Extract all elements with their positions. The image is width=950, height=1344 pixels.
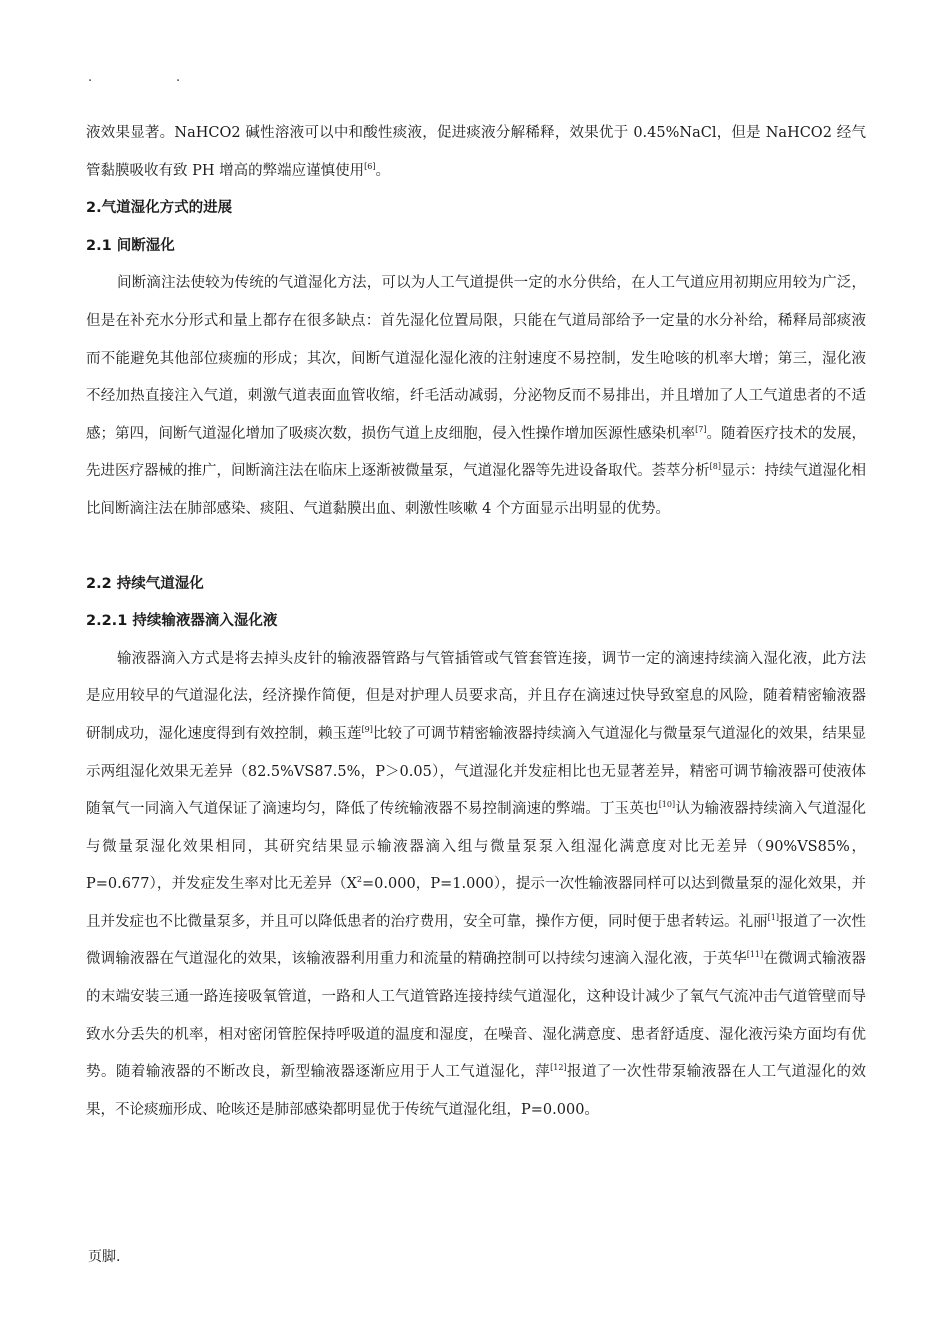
subsection-heading: 2.1 间断湿化 bbox=[86, 237, 175, 254]
text-run: 认为输液器持续滴入气道湿化与微量泵湿化效果相同，其研究结果显示输液器滴入组与微量泵泵入组湿化满意度对比无差异（90%VS85%，P=0.677），并发症发生率对比无差异（X bbox=[86, 801, 867, 893]
spacer bbox=[86, 529, 866, 566]
text-run: =0.000，P=1.000），提示一次性输液器同样可以达到微量泵的湿化效果，并且并发症也不比微量泵多，并且可以降低患者的治疗费用，安全可靠，操作方便，同时便于患者转运。礼丽 bbox=[86, 876, 866, 930]
header-dot: . bbox=[88, 70, 93, 85]
citation: [12] bbox=[550, 1063, 567, 1073]
citation: [1] bbox=[767, 912, 779, 922]
citation: [11] bbox=[746, 950, 764, 960]
text-run: 报道了一次性带泵输液器在人工气道湿化的效果，不论痰痂形成、呛咳还是肺部感染都明显优于传统气道湿化组，P=0.000。 bbox=[86, 1064, 867, 1118]
text-run: 输液器滴入方式是将去掉头皮针的输液器管路与气管插管或气管套管连接，调节一定的滴速持续滴入湿化液，此方法是应用较早的气道湿化法，经济操作简便，但是对护理人员要求高，并且存在滴速过快导致窒息的风险，随着精密输液器研制成功，湿化速度得到有效控制，赖玉莲 bbox=[86, 650, 866, 742]
citation: [9] bbox=[361, 724, 373, 734]
citation: [7] bbox=[695, 424, 707, 434]
section-heading: 2.气道湿化方式的进展 bbox=[86, 200, 233, 217]
superscript-exponent: 2 bbox=[356, 875, 363, 885]
paragraph-continued bbox=[86, 115, 866, 190]
text-run: 比较了可调节精密输液器持续滴入气道湿化与微量泵气道湿化的效果，结果显示两组湿化效果无差异（82.5%VS87.5%，P＞0.05），气道湿化并发症相比也无显著差异，精密可调节输液器可使液体随氧气一同滴入气道保证了滴速均匀，降低了传统输液器不易控制滴速的弊端。丁玉英也 bbox=[86, 725, 867, 818]
text-run: 液效果显著。NaHCO2 碱性溶液可以中和酸性痰液，促进痰液分解稀释，效果优于 0.45%NaCl，但是 NaHCO2 经气管黏膜吸收有致 PH 增高的弊端应谨慎使用 bbox=[86, 125, 866, 179]
text-run: 间断滴注法使较为传统的气道湿化方法，可以为人工气道提供一定的水分供给，在人工气道应用初期应用较为广泛，但是在补充水分形式和量上都存在很多缺点：首先湿化位置局限，只能在气道局部给予一定量的水分补给，稀释局部痰液而不能避免其他部位痰痂的形成；其次，间断气道湿化湿化液的注射速度不易控制，发生呛咳的机率大增；第三，湿化液不经加热直接注入气道，刺激气道表面血管收缩，纤毛活动减弱，分泌物反而不易排出，并且增加了人工气道患者的不适感；第四，间断气道湿化增加了吸痰次数，损伤气道上皮细胞，侵入性操作增加医源性感染机率 bbox=[86, 275, 866, 442]
subsubsection-heading: 2.2.1 持续输液器滴入湿化液 bbox=[86, 613, 278, 630]
paragraph-intermittent-humidification bbox=[86, 265, 866, 528]
citation: [10] bbox=[658, 800, 676, 810]
citation: [6] bbox=[364, 161, 376, 171]
header-dot: . bbox=[176, 70, 181, 85]
text-run: 报道了一次性微调输液器在气道湿化的效果，该输液器利用重力和流量的精确控制可以持续匀速滴入湿化液，于英华 bbox=[86, 913, 867, 968]
page-footer: 页脚. bbox=[88, 1249, 121, 1265]
paragraph-infusion-set bbox=[86, 641, 866, 1130]
text-run: 在微调式输液器的末端安装三通一路连接吸氧管道，一路和人工气道管路连接持续气道湿化，这种设计减少了氧气气流冲击气道管壁而导致水分丢失的机率，相对密闭管腔保持呼吸道的温度和湿度，在噪音、湿化满意度、患者舒适度、湿化液污染方面均有优势。随着输液器的不断改良，新型输液器逐渐应用于人工气道湿化，萍 bbox=[86, 951, 867, 1081]
text-run: 。 bbox=[375, 162, 390, 179]
text-run: 显示：持续气道湿化相比间断滴注法在肺部感染、痰阻、气道黏膜出血、刺激性咳嗽 4 个方面显示出明显的优势。 bbox=[86, 463, 866, 517]
body-text bbox=[86, 115, 866, 1129]
text-run: 。随着医疗技术的发展，先进医疗器械的推广，间断滴注法在临床上逐渐被微量泵，气道湿化器等先进设备取代。荟萃分析 bbox=[86, 425, 867, 480]
subsection-heading: 2.2 持续气道湿化 bbox=[86, 575, 204, 592]
citation: [8] bbox=[709, 462, 721, 472]
